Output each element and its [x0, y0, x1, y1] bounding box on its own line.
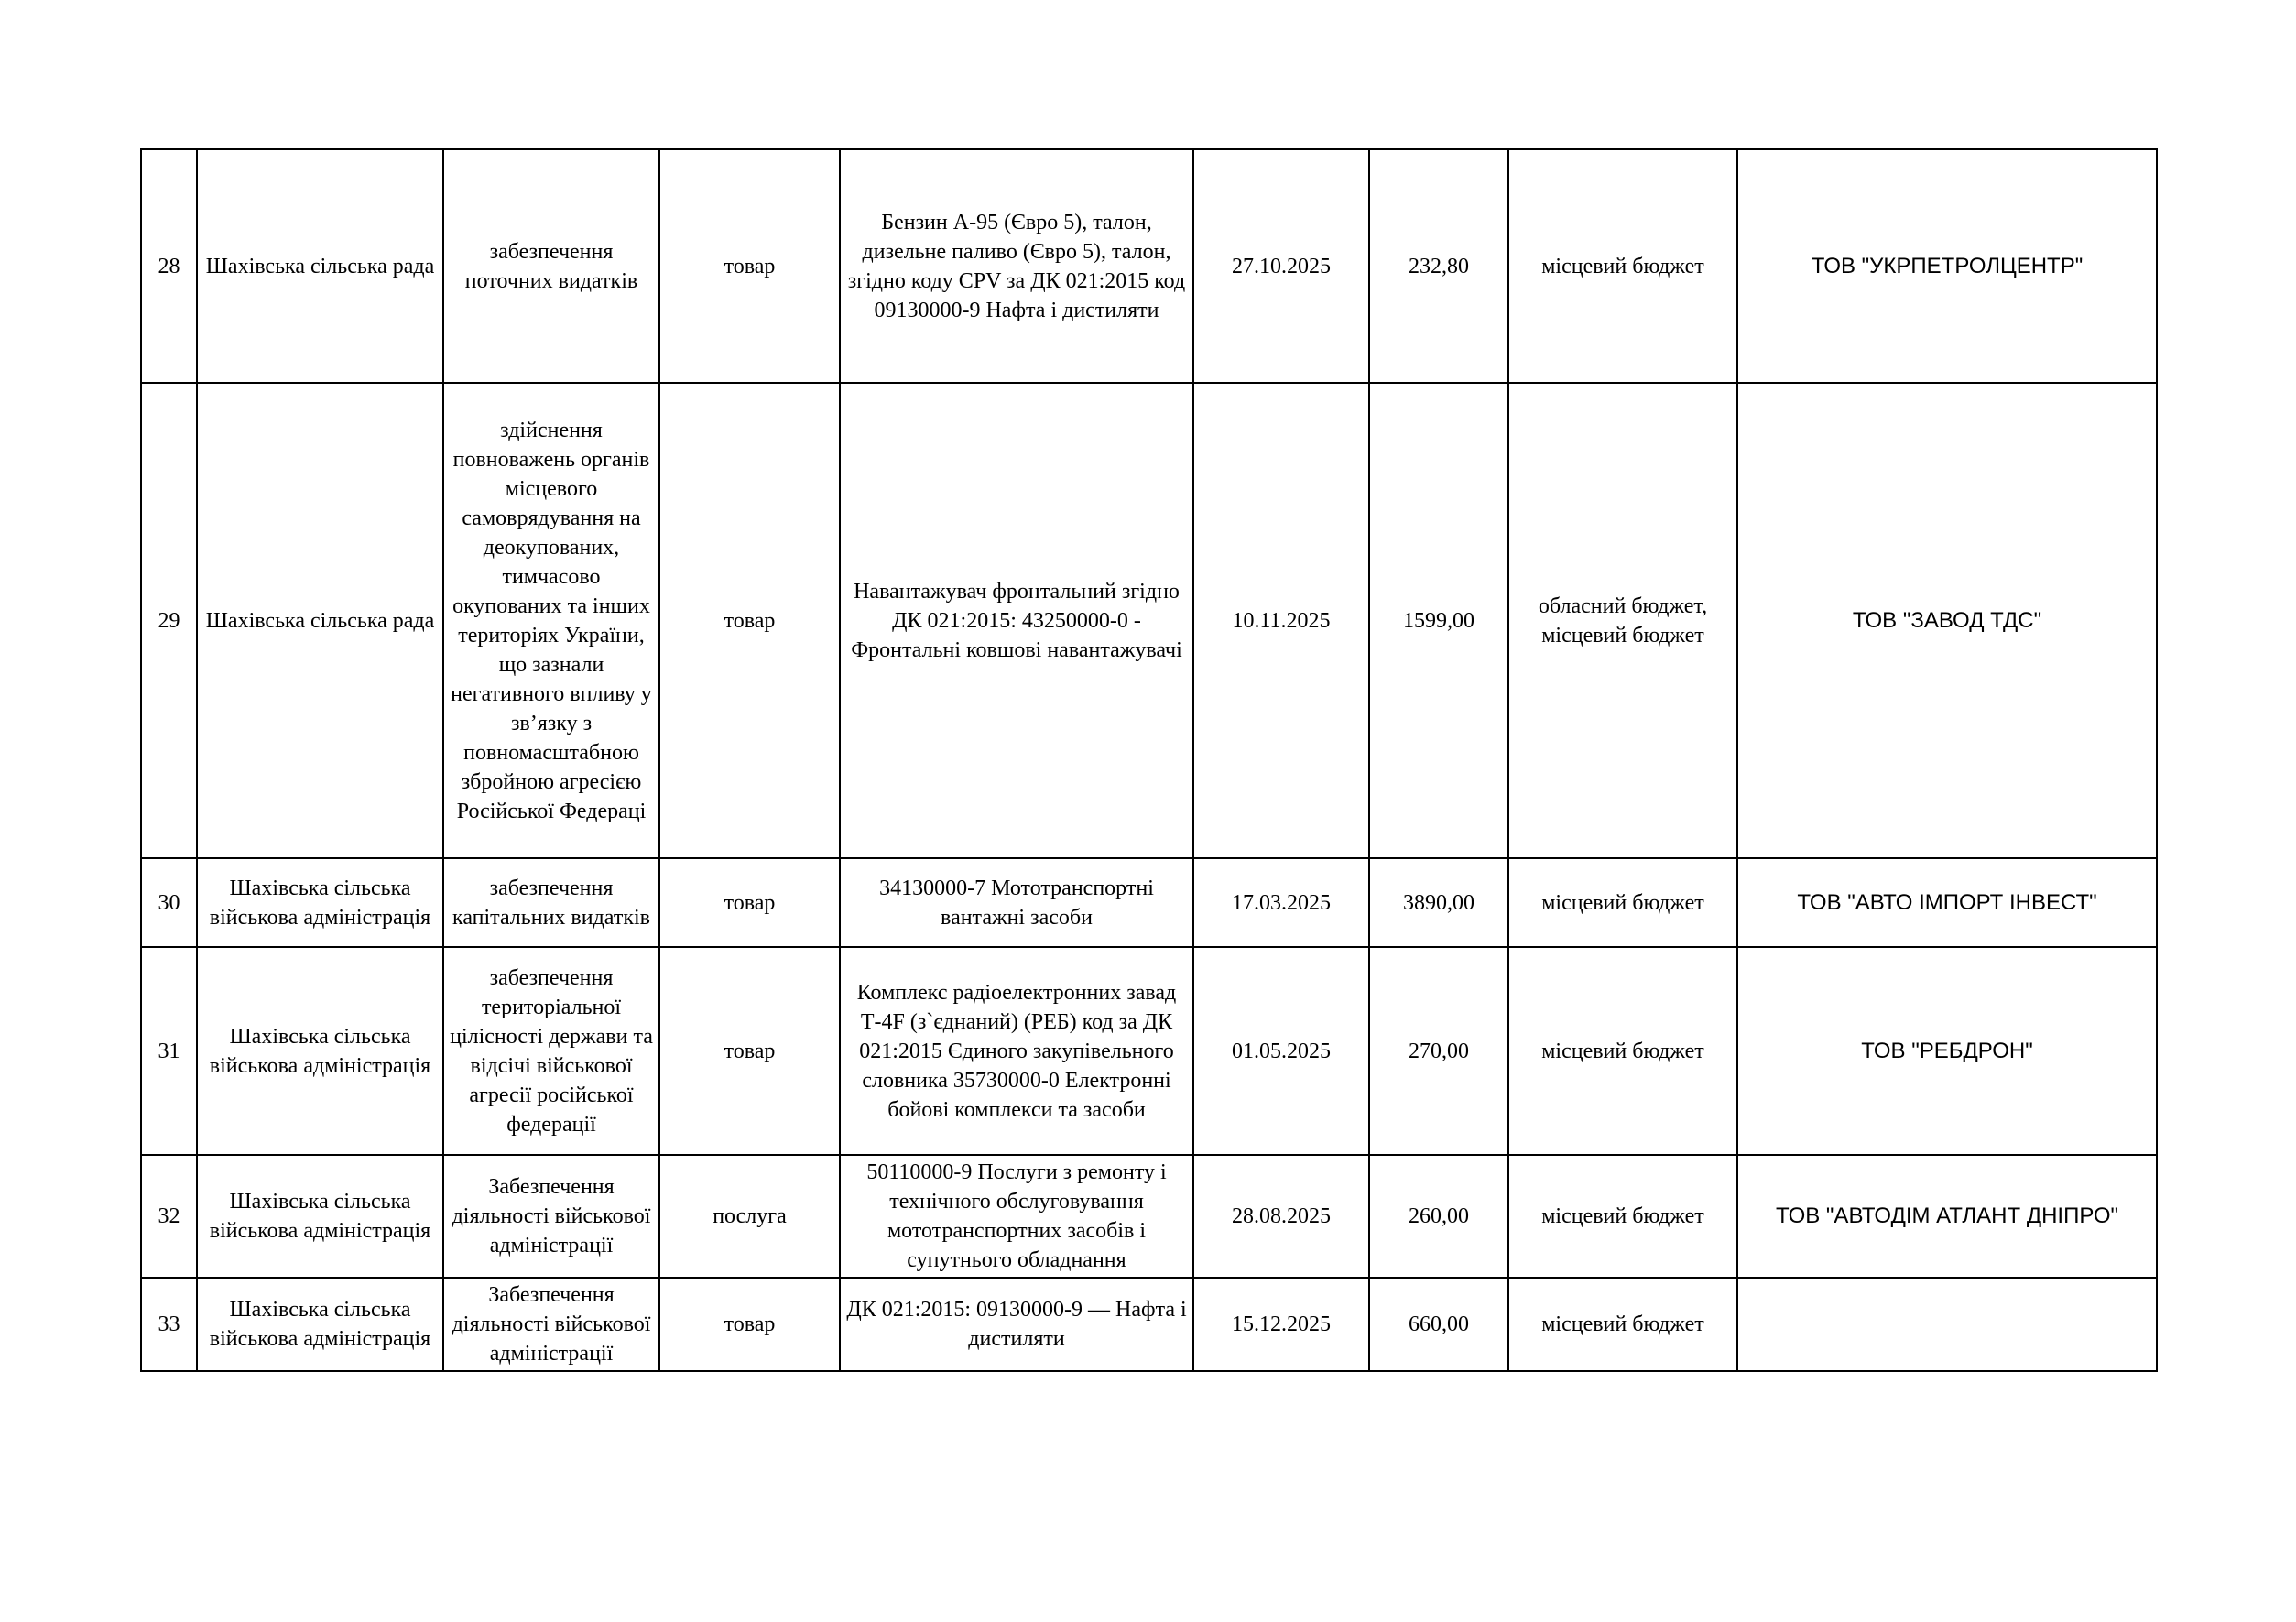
funding-source-cell: місцевий бюджет	[1508, 947, 1737, 1155]
procurement-type-cell: товар	[659, 149, 840, 383]
supplier-cell: ТОВ "УКРПЕТРОЛЦЕНТР"	[1737, 149, 2157, 383]
subject-cell: Бензин А-95 (Євро 5), талон, дизельне паливо (Євро 5), талон, згідно коду CPV за ДК 021:2015 код 09130000-9 Нафта і дистиляти	[840, 149, 1193, 383]
row-number: 28	[141, 149, 197, 383]
customer-cell: Шахівська сільська військова адміністрація	[197, 858, 443, 947]
purpose-cell: здійснення повноважень органів місцевого самоврядування на деокупованих, тимчасово окупованих та інших територіях України, що зазнали негативного впливу у зв’язку з повномасштабною збройною агресією Російської Федераці	[443, 383, 659, 858]
date-cell: 10.11.2025	[1193, 383, 1369, 858]
purpose-cell: Забезпечення діяльності військової адміністрації	[443, 1155, 659, 1278]
customer-cell: Шахівська сільська військова адміністрація	[197, 1278, 443, 1371]
purpose-cell: Забезпечення діяльності військової адміністрації	[443, 1278, 659, 1371]
row-number: 29	[141, 383, 197, 858]
row-number: 30	[141, 858, 197, 947]
procurement-table	[140, 148, 2158, 1372]
date-cell: 17.03.2025	[1193, 858, 1369, 947]
funding-source-cell: обласний бюджет, місцевий бюджет	[1508, 383, 1737, 858]
customer-cell: Шахівська сільська військова адміністрація	[197, 947, 443, 1155]
supplier-cell: ТОВ "АВТОДІМ АТЛАНТ ДНІПРО"	[1737, 1155, 2157, 1278]
funding-source-cell: місцевий бюджет	[1508, 1278, 1737, 1371]
purpose-cell: забезпечення капітальних видатків	[443, 858, 659, 947]
amount-cell: 260,00	[1369, 1155, 1508, 1278]
subject-cell: Навантажувач фронтальний згідно ДК 021:2015: 43250000-0 - Фронтальні ковшові навантажувачі	[840, 383, 1193, 858]
date-cell: 01.05.2025	[1193, 947, 1369, 1155]
purpose-cell: забезпечення територіальної цілісності держави та відсічі військової агресії російської федерації	[443, 947, 659, 1155]
customer-cell: Шахівська сільська військова адміністрація	[197, 1155, 443, 1278]
customer-cell: Шахівська сільська рада	[197, 383, 443, 858]
supplier-cell: ТОВ "АВТО ІМПОРТ ІНВЕСТ"	[1737, 858, 2157, 947]
amount-cell: 270,00	[1369, 947, 1508, 1155]
supplier-cell	[1737, 1278, 2157, 1371]
table-row	[141, 858, 2157, 947]
supplier-cell: ТОВ "РЕБДРОН"	[1737, 947, 2157, 1155]
procurement-type-cell: послуга	[659, 1155, 840, 1278]
table-row	[141, 1278, 2157, 1371]
date-cell: 27.10.2025	[1193, 149, 1369, 383]
procurement-type-cell: товар	[659, 383, 840, 858]
row-number: 33	[141, 1278, 197, 1371]
amount-cell: 660,00	[1369, 1278, 1508, 1371]
purpose-cell: забезпечення поточних видатків	[443, 149, 659, 383]
date-cell: 28.08.2025	[1193, 1155, 1369, 1278]
subject-cell: Комплекс радіоелектронних завад Т-4F (з`єднаний) (РЕБ) код за ДК 021:2015 Єдиного закупівельного словника 35730000-0 Електронні бойові комплекси та засоби	[840, 947, 1193, 1155]
amount-cell: 1599,00	[1369, 383, 1508, 858]
table-row	[141, 1155, 2157, 1278]
funding-source-cell: місцевий бюджет	[1508, 858, 1737, 947]
procurement-type-cell: товар	[659, 1278, 840, 1371]
table-row	[141, 947, 2157, 1155]
date-cell: 15.12.2025	[1193, 1278, 1369, 1371]
table-row	[141, 149, 2157, 383]
procurement-type-cell: товар	[659, 858, 840, 947]
subject-cell: 50110000-9 Послуги з ремонту і технічного обслуговування мототранспортних засобів і супутнього обладнання	[840, 1155, 1193, 1278]
subject-cell: 34130000-7 Мототранспортні вантажні засоби	[840, 858, 1193, 947]
row-number: 32	[141, 1155, 197, 1278]
supplier-cell: ТОВ "ЗАВОД ТДС"	[1737, 383, 2157, 858]
funding-source-cell: місцевий бюджет	[1508, 149, 1737, 383]
subject-cell: ДК 021:2015: 09130000-9 — Нафта і дистиляти	[840, 1278, 1193, 1371]
row-number: 31	[141, 947, 197, 1155]
funding-source-cell: місцевий бюджет	[1508, 1155, 1737, 1278]
table-row	[141, 383, 2157, 858]
amount-cell: 3890,00	[1369, 858, 1508, 947]
customer-cell: Шахівська сільська рада	[197, 149, 443, 383]
amount-cell: 232,80	[1369, 149, 1508, 383]
procurement-type-cell: товар	[659, 947, 840, 1155]
